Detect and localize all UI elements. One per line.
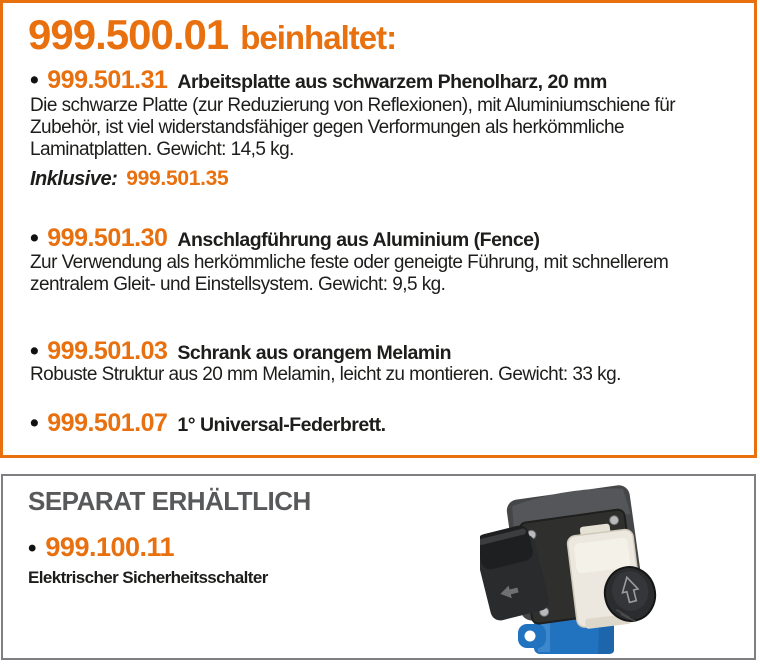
- inclusive-number: 999.501.35: [126, 167, 229, 190]
- separate-item-number: 999.100.11: [45, 532, 175, 562]
- separate-item-heading: [28, 532, 174, 563]
- kit-item-2-title: Anschlagführung aus Aluminium (Fence): [177, 229, 540, 251]
- kit-item-1-heading: [30, 66, 607, 95]
- kit-item-1-number: 999.501.31: [47, 66, 168, 94]
- separate-item-name: Elektrischer Sicherheitsschalter: [28, 568, 268, 587]
- kit-title-suffix: beinhaltet:: [240, 19, 397, 56]
- kit-item-2-heading: [30, 224, 540, 253]
- kit-item-3-heading: [30, 337, 451, 366]
- bullet-icon: •: [30, 224, 39, 252]
- kit-item-1-inclusive: [30, 167, 228, 191]
- bullet-icon: •: [30, 337, 39, 365]
- inclusive-label: Inklusive:: [30, 168, 118, 190]
- page-title: [28, 11, 396, 59]
- kit-item-4-title: 1° Universal-Federbrett.: [177, 414, 386, 436]
- kit-item-3-description: Robuste Struktur aus 20 mm Melamin, leicht zu montieren. Gewicht: 33 kg.: [30, 364, 621, 385]
- separate-heading: SEPARAT ERHÄLTLICH: [28, 486, 311, 516]
- kit-number: 999.500.01: [28, 11, 229, 58]
- bullet-icon: •: [30, 66, 39, 94]
- kit-item-2-number: 999.501.30: [47, 224, 168, 252]
- kit-item-4-number: 999.501.07: [47, 409, 168, 437]
- kit-item-3-title: Schrank aus orangem Melamin: [177, 342, 452, 364]
- kit-item-3-number: 999.501.03: [47, 337, 168, 365]
- kit-item-2-description: Zur Verwendung als herkömmliche feste oder geneigte Führung, mit schnellerem zentralem Gleit- und Einstellsystem. Gewicht: 9,5 kg.: [30, 252, 669, 295]
- kit-item-1-title: Arbeitsplatte aus schwarzem Phenolharz, 20 mm: [177, 71, 607, 93]
- bullet-icon: •: [30, 409, 39, 437]
- separately-available-box: [1, 474, 756, 660]
- safety-switch-photo: [480, 478, 748, 656]
- kit-item-4-heading: [30, 409, 386, 438]
- bullet-icon: •: [28, 535, 37, 562]
- kit-item-1-description: Die schwarze Platte (zur Reduzierung von Reflexionen), mit Aluminiumschiene für Zubehör, ist viel widerstandsfähiger gegen Verformungen als herkömmliche Laminatplatten. Gewicht: 14,5 kg.: [30, 95, 676, 160]
